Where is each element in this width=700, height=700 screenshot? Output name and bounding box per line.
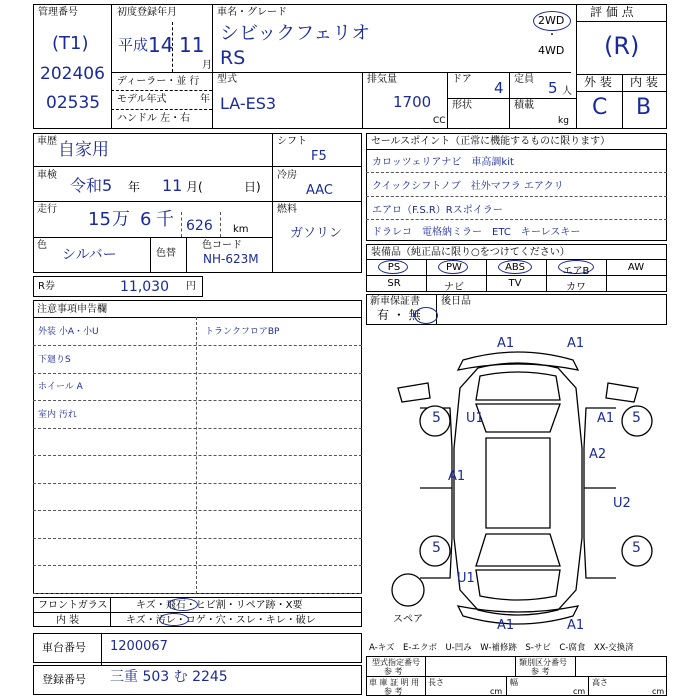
shape-label: 形状: [452, 100, 472, 111]
mileage-rest: 626: [186, 218, 213, 234]
registration-value: 三重 503 む 2245: [110, 669, 228, 685]
delivery-label: 後日品: [441, 296, 471, 307]
equip-navi: ナビ: [444, 282, 464, 293]
divider: [588, 676, 589, 696]
ac-label: 冷房: [277, 170, 297, 181]
notes-label: 注意事項申告欄: [37, 304, 107, 315]
capacity-value: 5: [548, 79, 558, 97]
warranty-label: 新車保証書: [370, 296, 420, 307]
mgmt-value-3: 02535: [46, 93, 101, 113]
sales-line-3: エアロ（F.S.R）Rスポイラー: [372, 205, 503, 216]
equip-aw: AW: [627, 262, 645, 273]
car-name: シビックフェリオ: [220, 22, 371, 44]
divider: [366, 676, 667, 677]
divider: [426, 259, 427, 292]
note-line-2: 下廻りS: [38, 355, 71, 365]
mark-rear-door-right: U2: [613, 496, 631, 511]
divider: [366, 275, 667, 276]
divider: [220, 212, 221, 237]
divider: [509, 72, 510, 129]
first-reg-era: 平成: [118, 36, 149, 54]
displacement-unit: CC: [433, 116, 446, 126]
windshield-label: フロントガラス: [38, 600, 108, 611]
recycle-label: R券: [38, 281, 55, 292]
mark-wheel-fl: 5: [432, 410, 441, 426]
mark-front-right: A1: [567, 336, 585, 351]
divider: [447, 72, 448, 129]
divider: [515, 656, 516, 676]
mileage-man-unit: 万: [112, 209, 130, 230]
notes-rule: [33, 510, 362, 511]
model-value: LA-ES3: [220, 94, 277, 113]
evaluation-label: 評 価 点: [590, 5, 634, 19]
shift-label: シフト: [277, 136, 307, 147]
mileage-label: 走行: [37, 204, 57, 215]
form-class-label: 類別区分番号: [519, 658, 567, 667]
notes-rule: [33, 483, 362, 484]
model-label: 型式: [217, 74, 237, 85]
interior-cond-options: キズ・汚レ・コゲ・穴・スレ・キレ・破レ: [126, 615, 316, 626]
legend: A-キズ E-エクボ U-凹み W-補修跡 S-サビ C-腐食 XX-交換済: [369, 643, 634, 653]
sales-line-1: カロッツェリアナビ 車高調kit: [372, 157, 514, 168]
mark-rear-quarter: U1: [457, 571, 475, 586]
equipment-label: 装備品（純正品に限り○をつけてください）: [371, 247, 570, 258]
equip-sr: SR: [387, 278, 401, 289]
doors-value: 4: [494, 79, 504, 97]
mark-wheel-rl: 5: [432, 540, 441, 556]
divider: [576, 4, 577, 129]
mark-wheel-fr: 5: [632, 410, 641, 426]
divider: [575, 656, 576, 676]
notes-rule: [33, 428, 362, 429]
divider: [366, 219, 667, 220]
displacement-label: 排気量: [367, 74, 397, 85]
mark-door-left: A1: [448, 469, 466, 484]
fuel-label: 燃料: [277, 204, 297, 215]
mark-fender-right: A1: [597, 411, 615, 426]
mgmt-value-1: (T1): [52, 33, 89, 54]
equip-tv: TV: [508, 278, 522, 289]
inspection-month-unit: 月(: [186, 180, 203, 194]
front-bumper: [458, 352, 578, 370]
inspection-year-unit: 年: [128, 180, 141, 194]
divider: [150, 237, 151, 273]
divider: [622, 74, 623, 129]
equip-pw: PW: [446, 262, 462, 273]
notes-rule: [33, 565, 362, 566]
note-line-1: 外装 小A・小U: [38, 327, 99, 337]
divider: [212, 4, 213, 72]
inspection-label: 車検: [37, 170, 57, 181]
divider: [111, 109, 212, 110]
cert-sub: 参 考: [384, 687, 403, 696]
interior-cond-circle: [159, 613, 189, 626]
cert-width-cm: cm: [573, 687, 586, 696]
divider: [576, 21, 667, 22]
color-code-label: 色コード: [202, 240, 242, 251]
form-model-label: 型式指定番号: [372, 658, 420, 667]
spare-wheel: [392, 574, 424, 606]
divider: [436, 294, 437, 325]
shift-value: F5: [311, 149, 327, 164]
equip-leather: カワ: [566, 282, 586, 293]
equip-abs: ABS: [505, 262, 525, 273]
first-reg-year: 14: [148, 33, 174, 57]
divider: [33, 317, 362, 318]
recycle-frame: [33, 276, 203, 297]
divider: [172, 22, 173, 72]
cert-height: 高さ: [592, 678, 608, 687]
first-reg-month: 11: [179, 33, 205, 57]
inspection-day-unit: 日): [244, 180, 261, 194]
doors-label: ドア: [452, 74, 472, 85]
divider: [272, 201, 362, 202]
note-right-1: トランクフロアBP: [205, 327, 280, 337]
color-code: NH-623M: [203, 252, 259, 266]
divider: [546, 259, 547, 292]
divider: [486, 259, 487, 292]
notes-rule: [33, 373, 362, 374]
warranty-circle: [414, 307, 438, 324]
load-label: 積載: [514, 100, 534, 111]
mileage-unit: km: [233, 224, 249, 235]
notes-rule: [33, 538, 362, 539]
divider: [366, 149, 667, 150]
evaluation-value: (R): [604, 32, 640, 60]
dealer-label: ディーラー・並 行: [117, 76, 200, 87]
sales-line-4: ドラレコ 電格納ミラー ETC キーレスキー: [372, 227, 581, 238]
interior-label: 内 装: [630, 75, 658, 89]
drive-2wd: 2WD: [538, 14, 565, 27]
repaint-label: 色替: [156, 248, 176, 259]
divider: [366, 172, 667, 173]
note-line-4: 室内 汚れ: [38, 410, 77, 420]
drive-4wd: 4WD: [538, 44, 565, 57]
divider: [181, 212, 182, 237]
mileage-man: 15: [88, 209, 111, 230]
interior-cond-label: 内 装: [56, 615, 80, 626]
divider: [366, 196, 667, 197]
equip-ps: PS: [387, 262, 401, 273]
mileage-sen: 6: [140, 209, 152, 230]
mark-rear-right: A1: [567, 618, 585, 633]
cert-length: 長さ: [428, 678, 444, 687]
divider: [362, 72, 363, 129]
spare-label: スペア: [393, 614, 423, 625]
divider: [506, 676, 507, 696]
capacity-label: 定員: [514, 74, 534, 85]
divider: [33, 201, 272, 202]
history-label: 車歴: [37, 136, 57, 147]
sales-line-2: クイックシフトノブ 社外マフラ エアクリ: [372, 181, 564, 192]
model-year-unit: 年: [200, 94, 210, 105]
cert-label: 車 庫 証 明 用: [369, 678, 420, 687]
load-unit: kg: [558, 116, 569, 126]
mark-rear-left: A1: [497, 618, 515, 633]
notes-rule: [33, 455, 362, 456]
ac-value: AAC: [306, 183, 333, 198]
first-reg-label: 初度登録年月: [117, 7, 177, 18]
recycle-value: 11,030: [120, 279, 169, 295]
equip-airbag: エアB: [562, 266, 590, 277]
divider: [272, 166, 362, 167]
divider: [576, 91, 667, 92]
windshield-options: キズ・飛石・ヒビ割・リペア跡・X要: [136, 600, 303, 611]
divider: [425, 656, 426, 696]
displacement-value: 1700: [393, 93, 432, 111]
notes-rule: [33, 593, 362, 594]
cert-height-cm: cm: [652, 687, 665, 696]
inspection-month: 11: [162, 176, 183, 195]
note-line-3: ホイール A: [38, 382, 83, 392]
recycle-unit: 円: [186, 281, 196, 292]
notes-rule: [33, 345, 362, 346]
divider: [606, 259, 607, 292]
mgmt-value-2: 202406: [40, 64, 105, 84]
chassis-label: 車台番号: [42, 641, 86, 654]
car-grade: RS: [220, 47, 246, 69]
interior-value: B: [636, 95, 652, 120]
divider: [447, 98, 576, 99]
windshield-circle: [168, 598, 198, 611]
warranty-value: 有 ・ 無: [377, 308, 421, 322]
divider: [111, 90, 212, 91]
form-class-sub: 参 考: [531, 667, 550, 676]
mgmt-label: 管理番号: [38, 7, 78, 18]
fuel-value: ガソリン: [290, 226, 343, 241]
mileage-sen-unit: 千: [156, 209, 174, 230]
history-value: 自家用: [58, 140, 109, 160]
registration-label: 登録番号: [42, 673, 86, 686]
mark-fender-left: U1: [466, 411, 484, 426]
mark-front-left: A1: [497, 336, 515, 351]
car-diagram: [368, 328, 666, 638]
divider: [33, 237, 272, 238]
form-model-sub: 参 考: [384, 667, 403, 676]
color-value: シルバー: [62, 247, 117, 263]
sales-label: セールスポイント（正常に機能するものに限ります）: [371, 136, 611, 147]
color-label: 色: [37, 240, 47, 251]
divider: [111, 4, 112, 129]
capacity-unit: 人: [562, 86, 572, 97]
drive-dot: ・: [547, 30, 557, 41]
exterior-value: C: [592, 95, 608, 120]
chassis-value: 1200067: [110, 639, 168, 654]
model-year-label: モデル年式: [117, 94, 167, 105]
divider: [186, 237, 187, 273]
divider: [33, 612, 362, 613]
notes-rule: [33, 400, 362, 401]
divider: [111, 72, 571, 73]
exterior-label: 外 装: [584, 75, 612, 89]
car-label: 車名・グレード: [217, 7, 287, 18]
cert-length-cm: cm: [490, 687, 503, 696]
mark-wheel-rr: 5: [632, 540, 641, 556]
divider: [272, 133, 273, 273]
cert-width: 幅: [510, 678, 518, 687]
divider: [212, 72, 213, 129]
month-unit: 月: [202, 60, 212, 71]
mark-door-right: A2: [589, 447, 607, 462]
inspection-era: 令和5: [70, 176, 113, 195]
handle-label: ハンドル 左・右: [117, 113, 191, 124]
